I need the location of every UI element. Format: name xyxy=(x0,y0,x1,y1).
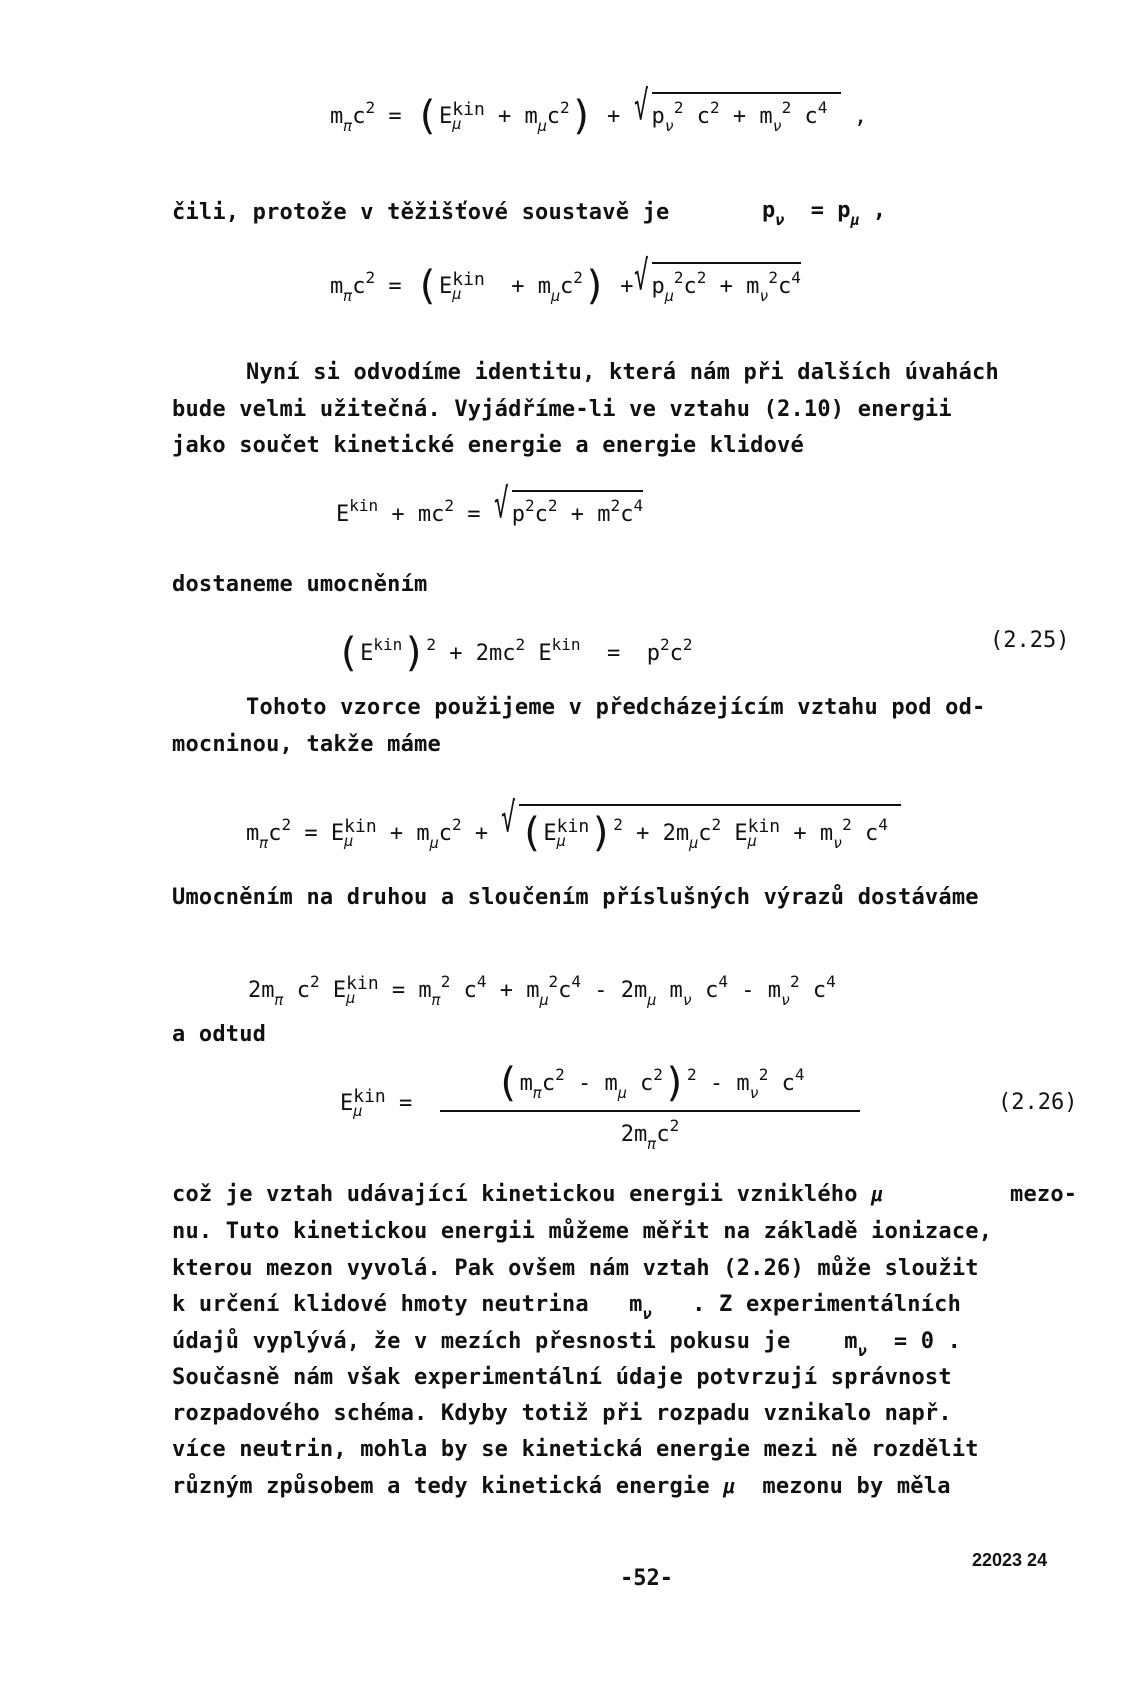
equation-number-2-25: (2.25) xyxy=(990,628,1070,653)
equation-4: $m_\pi c^2 = E$ kin μ + $m_\mu c^2$ + √ (E kin μ )$^2 + 2m_\mu c^2$ E kin μ + $m_\nu^2$ $c^4$ xyxy=(246,804,901,856)
text-line-7-7: více neutrin, mohla by se kinetická energie mezi ně rozdělit xyxy=(172,1437,979,1462)
equation-2-26-fraction: ($m_\pi c^2 - m_\mu$ $c^2)^2 - m_\nu^2$ $c^4$ $2m_\pi c^2$ xyxy=(440,1060,860,1153)
text-line-7-6: rozpadového schéma. Kdyby totiž při rozpadu vznikalo např. xyxy=(172,1401,952,1426)
text-line-7-4: údajů vyplývá, že v mezích přesnosti pokusu je $m_\nu = 0$ . xyxy=(172,1329,962,1360)
archive-stamp: 22023 24 xyxy=(972,1550,1048,1570)
page-number: -52- xyxy=(620,1566,673,1591)
text-line-7-2: kterou mezon vyvolá. Pak ovšem nám vztah (2.26) může sloužit xyxy=(172,1256,979,1281)
text-line-4a: Tohoto vzorce použijeme v předcházejícím vztahu pod od- xyxy=(246,695,986,720)
text-line-7-3: k určení klidové hmoty neutrina $m_\nu$ . Z experimentálních xyxy=(172,1292,962,1323)
equation-2-25: $(E^{kin})^2 + 2mc^2$ $E^{kin} = p^2c^2$ xyxy=(336,630,693,676)
equation-2-26-lhs: E kin μ = xyxy=(340,1086,413,1120)
text-line-7-5: Současně nám však experimentální údaje potvrzují správnost xyxy=(172,1365,952,1390)
equation-number-2-26: (2.26) xyxy=(998,1090,1078,1115)
inline-eq-p: $p_\nu = p_\mu$ , xyxy=(762,198,887,229)
equation-1: $m_\pi c^2 = (E$ kin μ + $m_\mu c^2$) + √ $p_\nu^2$ $c^2 + m_\nu^2$ $c^4$ , xyxy=(330,83,868,139)
text-line-7-0-tail: mezo- xyxy=(1010,1182,1078,1207)
text-line-2c: jako součet kinetické energie a energie klidové xyxy=(172,433,804,458)
equation-2: $m_\pi c^2 = (E$ kin μ + $m_\mu c^2$) + √ $p_\mu^2c^2 + m_\nu^2c^4$ xyxy=(330,253,801,309)
text-line-1: čili, protože v těžišťové soustavě je xyxy=(172,200,670,225)
text-line-6: a odtud xyxy=(172,1022,267,1047)
equation-5: $2m_\pi$ $c^2$ E kin μ = $m_\pi^2$ $c^4 + m_\mu^2c^4 - 2m_\mu$ $m_\nu$ $c^4 - m_\nu^2$ $c^4$ xyxy=(248,972,836,1009)
text-line-4b: mocninou, takže máme xyxy=(172,732,441,757)
equation-3: $E^{kin} + mc^2$ = √ $p^2c^2 + m^2c^4$ xyxy=(336,481,644,527)
text-line-7-0: což je vztah udávající kinetickou energii vzniklého μ xyxy=(172,1182,884,1207)
text-line-3: dostaneme umocněním xyxy=(172,572,428,597)
text-line-7-8: různým způsobem a tedy kinetická energie μ mezonu by měla xyxy=(172,1474,951,1499)
text-line-2b: bude velmi užitečná. Vyjádříme-li ve vztahu (2.10) energii xyxy=(172,397,952,422)
text-line-7-1: nu. Tuto kinetickou energii můžeme měřit na základě ionizace, xyxy=(172,1219,993,1244)
text-line-2a: Nyní si odvodíme identitu, která nám při dalších úvahách xyxy=(246,360,999,385)
text-line-5: Umocněním na druhou a sloučením příslušných výrazů dostáváme xyxy=(172,885,979,910)
